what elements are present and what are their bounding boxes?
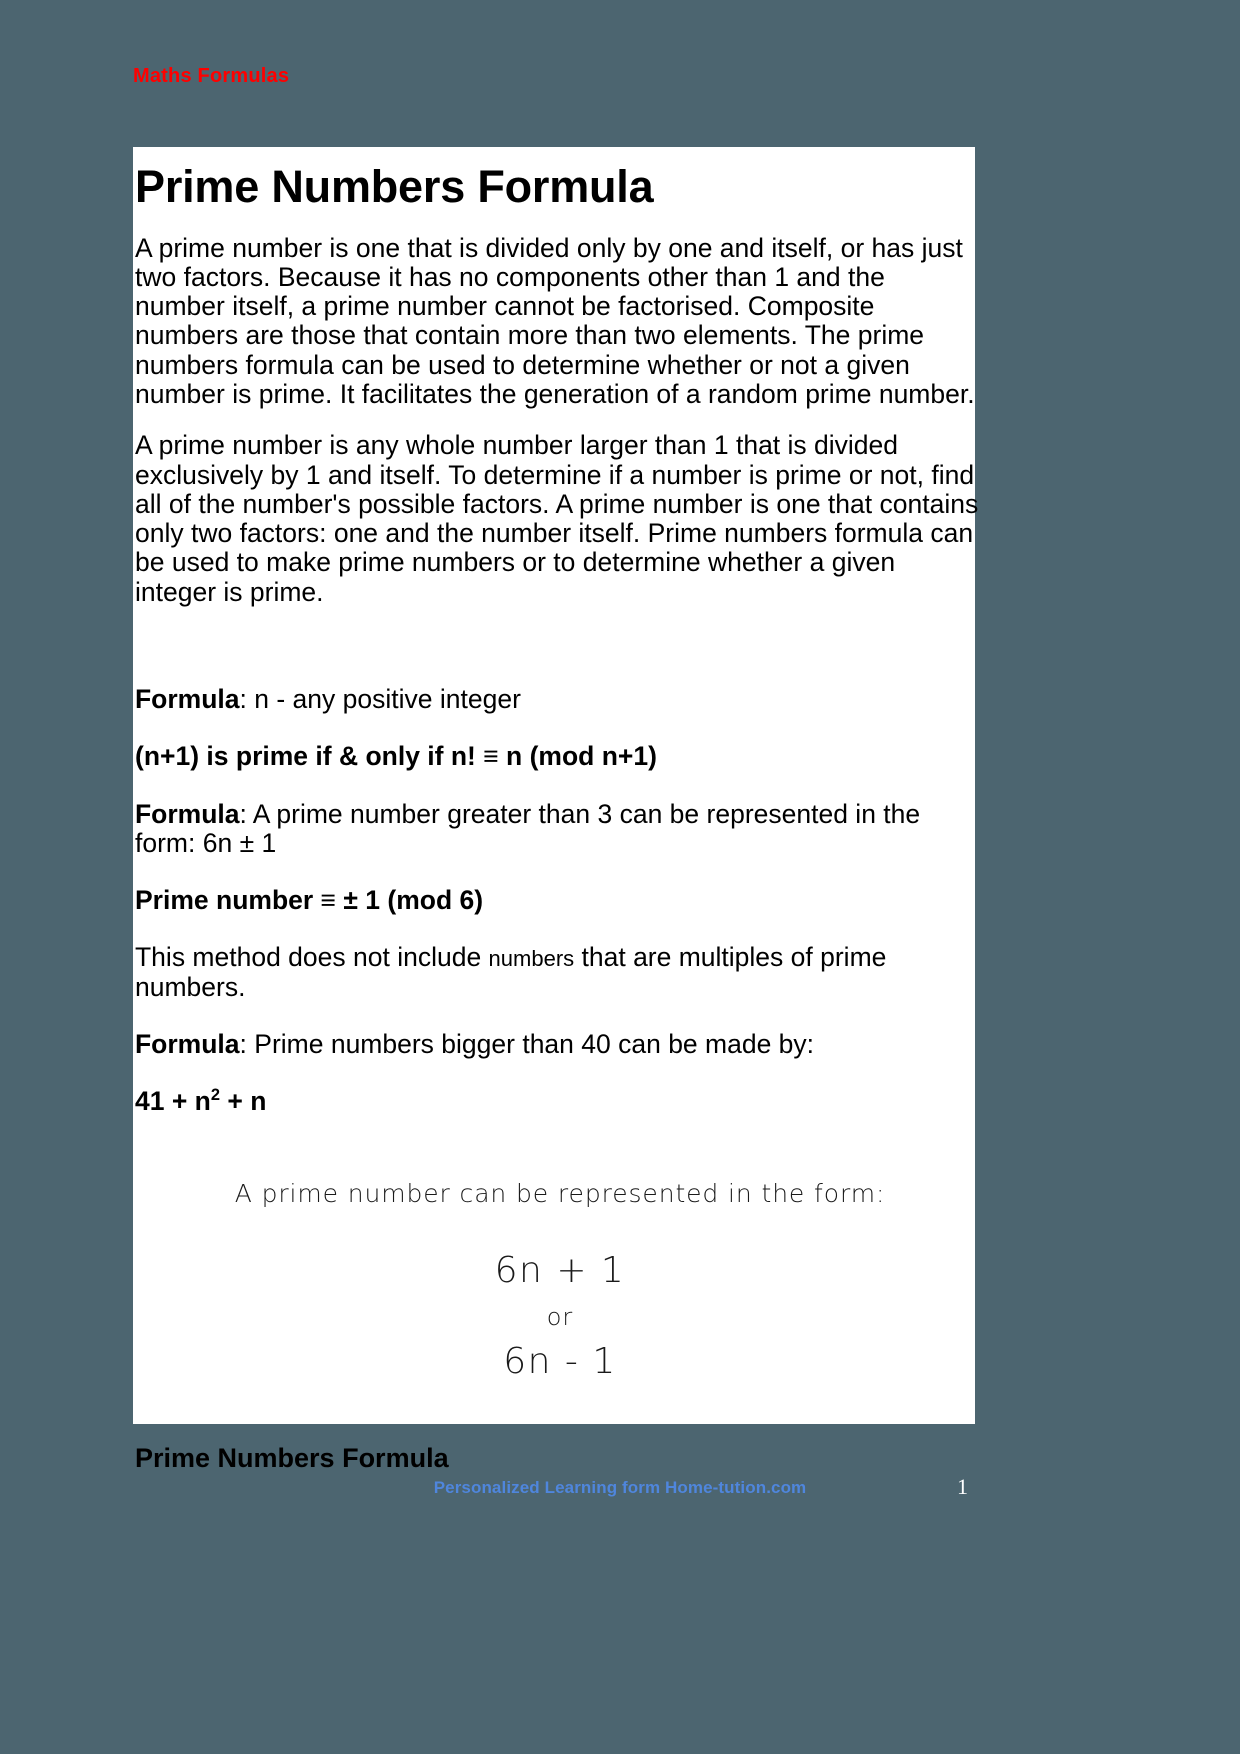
figure-caption: A prime number can be represented in the form: [234,1178,886,1208]
formula-line-7 [135,1087,980,1116]
formula-line-2: (n+1) is prime if & only if n! ≡ n (mod n+1) [135,741,657,772]
formula-expr-base: 41 + n [135,1086,211,1117]
figure-expression-1: 6n + 1 [494,1249,626,1291]
figure-expression-2: 6n - 1 [503,1341,617,1383]
formula-line-1 [135,685,980,714]
method-text-suffix: that are multiples of prime numbers. [135,942,887,1002]
formula-line-6 [135,1030,980,1059]
formula-text-3: : A prime number greater than 3 can be represented in the form: 6n ± 1 [135,798,921,858]
spacer [135,629,971,685]
page-title: Prime Numbers Formula [135,161,654,212]
brand-header: Maths Formulas [133,65,290,87]
method-text-small: numbers [488,946,575,972]
prime-form-figure [135,1179,971,1382]
intro-paragraph-2: A prime number is any whole number larger than 1 that is divided exclusively by 1 and itself. To determine if a number is prime or not, find all of the number's possible factors. A prime number is one that contains only two factors: one and the number itself. Prime numbers formula can be used to make prime numbers or to determine whether a given integer is prime. [135,430,979,607]
figure-conjunction: or [546,1303,574,1332]
method-text-prefix: This method does not include [135,942,489,973]
formula-text-6: : Prime numbers bigger than 40 can be made by: [239,1028,815,1059]
formula-line-4: Prime number ≡ ± 1 (mod 6) [135,885,484,916]
closing-heading: Prime Numbers Formula [135,1443,449,1474]
formula-label-1: Formula [135,683,240,714]
formula-expr-tail: + n [220,1086,267,1117]
formula-label-6: Formula [135,1028,240,1059]
formula-line-5 [135,943,980,1002]
formula-label-3: Formula [135,798,240,829]
intro-paragraph-1: A prime number is one that is divided only by one and itself, or has just two factors. Because it has no components other than 1 and the number itself, a prime number cannot be factorised. Composite numbers are those that contain more than two elements. The prime numbers formula can be used to determine whether or not a given number is prime. It facilitates the generation of a random prime number. [135,232,975,409]
page-number: 1 [957,1474,968,1499]
formula-text-1: : n - any positive integer [239,683,521,714]
footer-link[interactable]: Personalized Learning form Home-tution.com [433,1478,807,1497]
document-sheet [133,147,979,1474]
formula-expr-exponent: 2 [210,1086,221,1105]
formula-line-3 [135,800,980,859]
